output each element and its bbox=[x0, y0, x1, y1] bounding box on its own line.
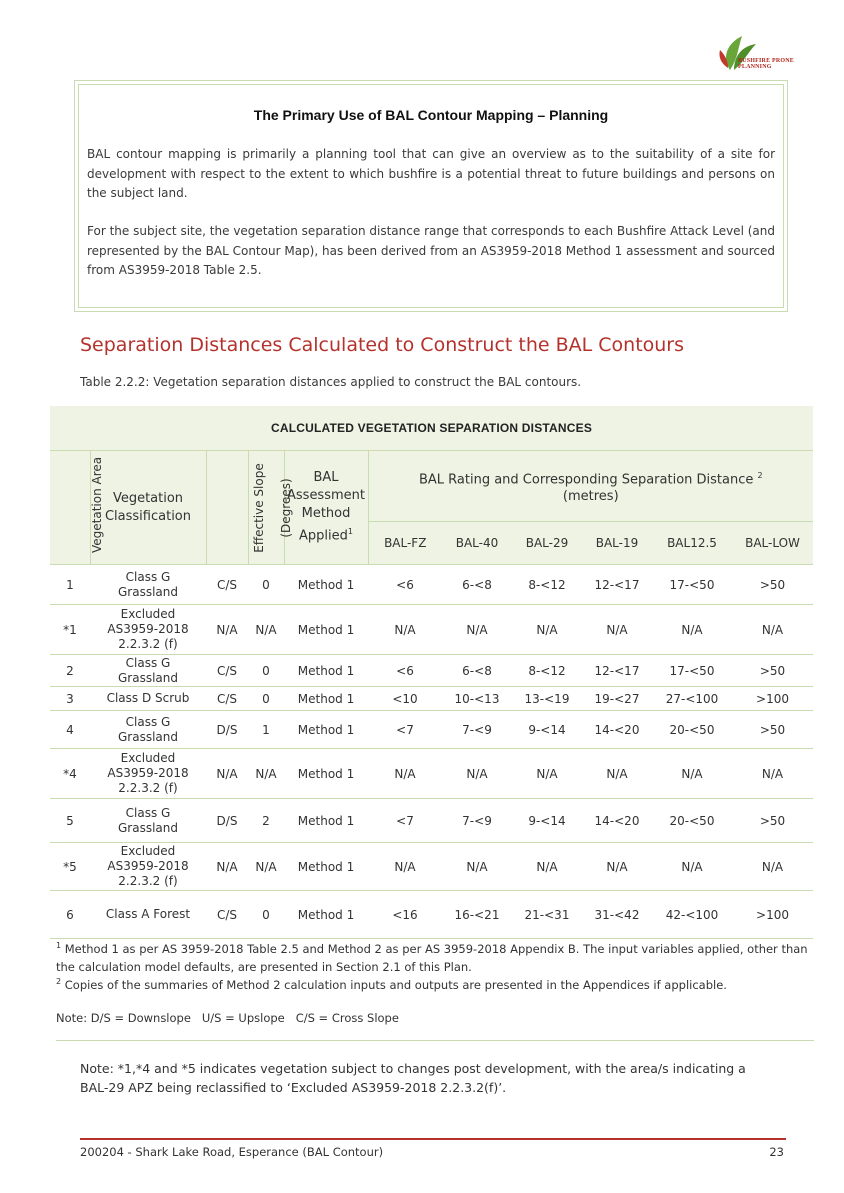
header-class-line1: Vegetation bbox=[112, 490, 184, 506]
classification-line: Grassland bbox=[118, 729, 178, 744]
cell-separation-distance: N/A bbox=[652, 605, 732, 655]
cell-assessment-method: Method 1 bbox=[284, 687, 368, 711]
cell-separation-distance: >50 bbox=[732, 711, 813, 749]
logo-text-line2: PLANNING bbox=[738, 64, 772, 70]
section-heading: Separation Distances Calculated to Construct the BAL Contours bbox=[80, 334, 685, 356]
cell-vegetation-area: 3 bbox=[50, 687, 90, 711]
cell-vegetation-classification bbox=[90, 605, 206, 655]
table-row bbox=[50, 749, 813, 799]
footnote-2-marker: 2 bbox=[56, 977, 62, 986]
cell-separation-distance: >100 bbox=[732, 891, 813, 939]
cell-separation-distance: 20-<50 bbox=[652, 711, 732, 749]
cell-vegetation-area: 5 bbox=[50, 799, 90, 843]
header-class-line2: Classification bbox=[104, 508, 192, 524]
cell-separation-distance: 21-<31 bbox=[512, 891, 582, 939]
cell-separation-distance: 10-<13 bbox=[442, 687, 512, 711]
cell-effective-slope: D/S bbox=[206, 799, 248, 843]
cell-separation-distance: N/A bbox=[442, 843, 512, 891]
cell-degrees: N/A bbox=[248, 605, 284, 655]
classification-line: 2.2.3.2 (f) bbox=[118, 781, 178, 795]
footnote-1-text: Method 1 as per AS 3959-2018 Table 2.5 and Method 2 as per AS 3959-2018 Appendix B. The input variables applied, other than the calculation model defaults, are presented in Section 2.1 of this Plan. bbox=[56, 941, 808, 974]
separation-distances-table bbox=[50, 406, 813, 939]
cell-vegetation-area: 6 bbox=[50, 891, 90, 939]
header-vegetation-area-label: Vegetation Area bbox=[90, 456, 104, 553]
cell-separation-distance: 17-<50 bbox=[652, 565, 732, 605]
cell-assessment-method: Method 1 bbox=[284, 843, 368, 891]
cell-degrees: 0 bbox=[248, 891, 284, 939]
cell-separation-distance: <7 bbox=[368, 799, 442, 843]
cell-vegetation-classification bbox=[90, 687, 206, 711]
cell-separation-distance: N/A bbox=[512, 843, 582, 891]
cell-vegetation-classification bbox=[90, 843, 206, 891]
planning-info-panel bbox=[74, 80, 788, 312]
cell-separation-distance: N/A bbox=[732, 605, 813, 655]
cell-separation-distance: 14-<20 bbox=[582, 711, 652, 749]
cell-vegetation-classification bbox=[90, 565, 206, 605]
header-bal-rating-line1 bbox=[371, 467, 812, 488]
table-row bbox=[50, 565, 813, 605]
panel-paragraph-1: BAL contour mapping is primarily a planning tool that can give an overview as to the suitability of a site for development with respect to the extent to which bushfire is a potential threat to future buildings and persons on the subject land. bbox=[87, 147, 775, 200]
cell-effective-slope: C/S bbox=[206, 687, 248, 711]
cell-vegetation-area: 2 bbox=[50, 655, 90, 687]
cell-effective-slope: D/S bbox=[206, 711, 248, 749]
classification-line: Class A Forest bbox=[105, 907, 191, 921]
header-method-line1: BAL bbox=[313, 470, 339, 486]
footnote-1-marker: 1 bbox=[56, 941, 62, 950]
cell-separation-distance: N/A bbox=[368, 749, 442, 799]
classification-line: Class G bbox=[125, 569, 171, 584]
cell-separation-distance: 7-<9 bbox=[442, 711, 512, 749]
cell-effective-slope: N/A bbox=[206, 605, 248, 655]
cell-separation-distance: N/A bbox=[582, 605, 652, 655]
cell-separation-distance: N/A bbox=[732, 749, 813, 799]
panel-paragraph-2: For the subject site, the vegetation separation distance range that corresponds to each Bushfire Attack Level (and represented by the BAL Contour Map), has been derived from an AS3959-2018 Method 1 assessment and sourced from AS3959-2018 Table 2.5. bbox=[87, 224, 775, 277]
cell-assessment-method: Method 1 bbox=[284, 891, 368, 939]
cell-vegetation-area: 4 bbox=[50, 711, 90, 749]
header-method-applied: Applied bbox=[299, 528, 348, 544]
header-effective-slope-label: Effective Slope bbox=[251, 462, 266, 553]
cell-effective-slope: C/S bbox=[206, 891, 248, 939]
table-row bbox=[50, 687, 813, 711]
cell-separation-distance: >50 bbox=[732, 799, 813, 843]
cell-separation-distance: N/A bbox=[442, 749, 512, 799]
cell-assessment-method: Method 1 bbox=[284, 565, 368, 605]
cell-separation-distance: <6 bbox=[368, 565, 442, 605]
cell-degrees: N/A bbox=[248, 843, 284, 891]
cell-vegetation-classification bbox=[90, 711, 206, 749]
classification-line: AS3959-2018 bbox=[107, 622, 189, 636]
cell-degrees: 2 bbox=[248, 799, 284, 843]
cell-assessment-method: Method 1 bbox=[284, 605, 368, 655]
header-vegetation-area bbox=[50, 451, 104, 565]
cell-assessment-method: Method 1 bbox=[284, 749, 368, 799]
footer-page-number: 23 bbox=[769, 1145, 784, 1159]
table-title: CALCULATED VEGETATION SEPARATION DISTANCES bbox=[50, 406, 813, 451]
cell-separation-distance: 31-<42 bbox=[582, 891, 652, 939]
cell-assessment-method: Method 1 bbox=[284, 799, 368, 843]
logo-text bbox=[738, 58, 798, 70]
cell-separation-distance: N/A bbox=[582, 843, 652, 891]
cell-separation-distance: 12-<17 bbox=[582, 565, 652, 605]
cell-effective-slope: N/A bbox=[206, 749, 248, 799]
classification-line: Class G bbox=[125, 714, 171, 729]
header-method-line2: Assessment bbox=[287, 488, 365, 504]
table-row bbox=[50, 605, 813, 655]
cell-separation-distance: <10 bbox=[368, 687, 442, 711]
classification-line: Class G bbox=[125, 655, 171, 670]
classification-line: Class D Scrub bbox=[106, 691, 190, 705]
cell-separation-distance: 13-<19 bbox=[512, 687, 582, 711]
cell-separation-distance: <6 bbox=[368, 655, 442, 687]
cell-separation-distance: 8-<12 bbox=[512, 655, 582, 687]
header-method-line4 bbox=[287, 523, 366, 545]
footnote-2-text: Copies of the summaries of Method 2 calculation inputs and outputs are presented in the Appendices if applicable. bbox=[64, 977, 727, 992]
cell-vegetation-classification bbox=[90, 749, 206, 799]
classification-line: Excluded bbox=[120, 607, 176, 621]
cell-separation-distance: 8-<12 bbox=[512, 565, 582, 605]
cell-separation-distance: >50 bbox=[732, 655, 813, 687]
classification-line: Grassland bbox=[118, 820, 178, 835]
cell-separation-distance: 9-<14 bbox=[512, 799, 582, 843]
cell-separation-distance: N/A bbox=[582, 749, 652, 799]
note-divider bbox=[56, 1040, 814, 1041]
cell-separation-distance: 7-<9 bbox=[442, 799, 512, 843]
panel-title: The Primary Use of BAL Contour Mapping – Planning bbox=[253, 107, 609, 123]
panel-inner-border bbox=[78, 84, 784, 308]
classification-line: Excluded bbox=[120, 751, 176, 765]
header-bal-rating bbox=[368, 451, 813, 522]
footer-document-title: 200204 - Shark Lake Road, Esperance (BAL Contour) bbox=[80, 1145, 384, 1159]
header-bal-rating-text: BAL Rating and Corresponding Separation Distance bbox=[418, 472, 754, 488]
header-rating-bal-29: BAL-29 bbox=[512, 522, 582, 565]
footnote-2 bbox=[56, 973, 816, 994]
cell-separation-distance: 16-<21 bbox=[442, 891, 512, 939]
cell-degrees: 0 bbox=[248, 655, 284, 687]
table-row bbox=[50, 799, 813, 843]
table-row bbox=[50, 843, 813, 891]
cell-separation-distance: N/A bbox=[442, 605, 512, 655]
cell-separation-distance: 6-<8 bbox=[442, 565, 512, 605]
cell-separation-distance: 19-<27 bbox=[582, 687, 652, 711]
post-development-note: Note: *1,*4 and *5 indicates vegetation subject to changes post development, with the area/s indicating a BAL-29 APZ being reclassified to ‘Excluded AS3959-2018 2.2.3.2(f)’. bbox=[80, 1061, 746, 1095]
cell-separation-distance: 14-<20 bbox=[582, 799, 652, 843]
cell-separation-distance: 6-<8 bbox=[442, 655, 512, 687]
header-effective-slope bbox=[206, 451, 266, 565]
logo-text-line1: BUSHFIRE PRONE bbox=[738, 58, 794, 64]
cell-separation-distance: 9-<14 bbox=[512, 711, 582, 749]
cell-separation-distance: >50 bbox=[732, 565, 813, 605]
cell-separation-distance: N/A bbox=[368, 843, 442, 891]
classification-line: Grassland bbox=[118, 670, 178, 685]
table-row bbox=[50, 711, 813, 749]
header-assessment-method bbox=[284, 451, 368, 565]
header-vegetation-classification bbox=[90, 451, 206, 565]
header-rating-bal12-5: BAL12.5 bbox=[652, 522, 732, 565]
cell-effective-slope: C/S bbox=[206, 565, 248, 605]
cell-separation-distance: <7 bbox=[368, 711, 442, 749]
cell-separation-distance: N/A bbox=[652, 749, 732, 799]
cell-assessment-method: Method 1 bbox=[284, 711, 368, 749]
cell-vegetation-classification bbox=[90, 891, 206, 939]
table-caption: Table 2.2.2: Vegetation separation distances applied to construct the BAL contours. bbox=[80, 375, 582, 389]
cell-degrees: 1 bbox=[248, 711, 284, 749]
header-rating-bal-low: BAL-LOW bbox=[732, 522, 813, 565]
cell-degrees: 0 bbox=[248, 687, 284, 711]
cell-effective-slope: C/S bbox=[206, 655, 248, 687]
cell-degrees: 0 bbox=[248, 565, 284, 605]
cell-vegetation-classification bbox=[90, 799, 206, 843]
cell-separation-distance: 27-<100 bbox=[652, 687, 732, 711]
header-method-footnote-ref: 1 bbox=[347, 527, 353, 537]
cell-separation-distance: 42-<100 bbox=[652, 891, 732, 939]
classification-line: Excluded bbox=[120, 844, 176, 858]
classification-line: 2.2.3.2 (f) bbox=[118, 874, 178, 888]
cell-separation-distance: N/A bbox=[512, 605, 582, 655]
table-body bbox=[50, 565, 813, 939]
cell-vegetation-area: *1 bbox=[50, 605, 90, 655]
cell-separation-distance: 20-<50 bbox=[652, 799, 732, 843]
header-rating-bal-40: BAL-40 bbox=[442, 522, 512, 565]
header-degrees-label: (Degrees) bbox=[278, 477, 293, 538]
cell-separation-distance: >100 bbox=[732, 687, 813, 711]
classification-line: AS3959-2018 bbox=[107, 766, 189, 780]
cell-separation-distance: 17-<50 bbox=[652, 655, 732, 687]
table-row bbox=[50, 655, 813, 687]
cell-separation-distance: N/A bbox=[512, 749, 582, 799]
cell-separation-distance: <16 bbox=[368, 891, 442, 939]
header-method-line3: Method bbox=[301, 506, 351, 522]
cell-vegetation-area: *5 bbox=[50, 843, 90, 891]
cell-assessment-method: Method 1 bbox=[284, 655, 368, 687]
slope-abbreviation-note: Note: D/S = Downslope U/S = Upslope C/S = Cross Slope bbox=[56, 1011, 399, 1025]
cell-vegetation-classification bbox=[90, 655, 206, 687]
table-row bbox=[50, 891, 813, 939]
header-bal-rating-units: (metres) bbox=[562, 489, 619, 505]
cell-vegetation-area: 1 bbox=[50, 565, 90, 605]
classification-line: Grassland bbox=[118, 584, 178, 599]
classification-line: 2.2.3.2 (f) bbox=[118, 637, 178, 651]
footnote-1 bbox=[56, 937, 816, 976]
header-bal-rating-footnote-ref: 2 bbox=[757, 470, 763, 480]
classification-line: Class G bbox=[125, 805, 171, 820]
cell-separation-distance: N/A bbox=[652, 843, 732, 891]
cell-effective-slope: N/A bbox=[206, 843, 248, 891]
cell-separation-distance: 12-<17 bbox=[582, 655, 652, 687]
classification-line: AS3959-2018 bbox=[107, 859, 189, 873]
cell-separation-distance: N/A bbox=[368, 605, 442, 655]
cell-separation-distance: N/A bbox=[732, 843, 813, 891]
cell-degrees: N/A bbox=[248, 749, 284, 799]
footer-rule bbox=[80, 1138, 786, 1140]
cell-vegetation-area: *4 bbox=[50, 749, 90, 799]
header-rating-bal-fz: BAL-FZ bbox=[368, 522, 442, 565]
header-rating-bal-19: BAL-19 bbox=[582, 522, 652, 565]
